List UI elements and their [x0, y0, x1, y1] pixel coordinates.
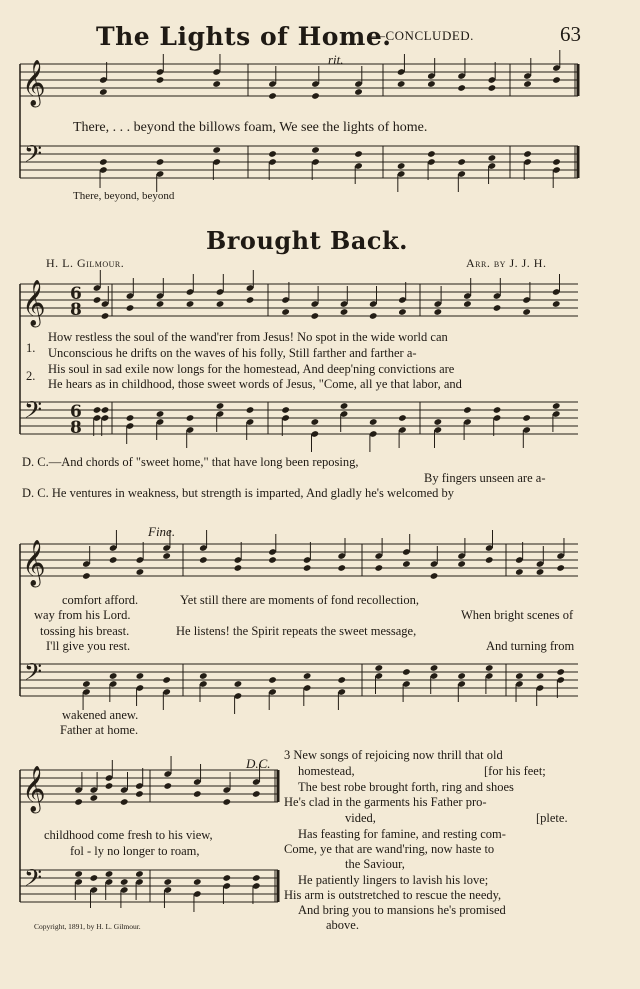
note-head: [430, 664, 439, 672]
verse-line: He hears as in childhood, those sweet words of Jesus, "Come, all ye that labor, and: [48, 377, 462, 391]
verse-number-1: 1.: [26, 341, 36, 355]
note-head: [120, 878, 129, 886]
note-head: [105, 782, 114, 790]
treble-clef-icon: 𝄞: [22, 540, 46, 586]
note-head: [136, 672, 145, 680]
dc-line-2: D. C. He ventures in weakness, but strength is imparted, And gladly he's welcomed by: [22, 486, 455, 500]
note-head: [463, 300, 472, 308]
note-head: [463, 406, 472, 414]
note-head: [156, 410, 165, 418]
system2-lyric: He listens! the Spirit repeats the sweet message,: [176, 624, 417, 638]
note-head: [311, 92, 320, 100]
note-head: [523, 150, 532, 158]
note-head: [402, 668, 411, 676]
verse3-line: Has feasting for famine, and resting com-: [298, 827, 506, 841]
note-head: [485, 664, 494, 672]
note-head: [268, 92, 277, 100]
treble-clef-icon: 𝄞: [22, 766, 46, 812]
note-head: [216, 402, 225, 410]
note-head: [163, 878, 172, 886]
hymn2-arranger: Arr. by J. J. H.: [466, 256, 547, 270]
system2-lyric: way from his Lord.: [34, 608, 131, 622]
bass-clef-icon: 𝄢: [24, 396, 43, 429]
note-head: [457, 84, 466, 92]
verse3-line: Come, ye that are wand'ring, now haste to: [284, 842, 495, 856]
note-head: [101, 406, 110, 414]
verse3-line: He patiently lingers to lavish his love;: [298, 873, 489, 887]
note-head: [310, 418, 319, 426]
treble-clef-icon: 𝄞: [22, 60, 46, 106]
note-head: [522, 414, 531, 422]
note-head: [310, 312, 319, 320]
system3-lyric: fol - ly no longer to roam,: [70, 844, 200, 858]
note-head: [398, 308, 407, 316]
note-head: [268, 676, 277, 684]
bass-clef-icon: 𝄢: [24, 140, 43, 173]
note-head: [199, 556, 208, 564]
note-head: [427, 150, 436, 158]
verse3-line: And bring you to mansions he's promised: [298, 903, 506, 917]
hymn2-title: Brought Back.: [206, 226, 408, 255]
dc-mark: D.C.: [246, 756, 271, 771]
system2-lyric: Father at home.: [60, 723, 139, 737]
note-head: [337, 676, 346, 684]
note-head: [252, 874, 261, 882]
note-head: [337, 564, 346, 572]
verse3-line: [plete.: [536, 811, 568, 825]
verse3-line: He's clad in the garments his Father pro-: [284, 795, 487, 809]
dc-line-1: D. C.—And chords of "sweet home," that have long been reposing,: [22, 455, 359, 469]
note-head: [402, 560, 411, 568]
note-head: [135, 870, 144, 878]
note-head: [552, 158, 561, 166]
hymn2-author: H. L. Gilmour.: [46, 256, 125, 270]
note-head: [369, 312, 378, 320]
note-head: [311, 146, 320, 154]
note-head: [515, 672, 524, 680]
system2-lyric: tossing his breast.: [40, 624, 130, 638]
note-head: [89, 794, 98, 802]
note-head: [493, 304, 502, 312]
note-head: [552, 402, 561, 410]
verse-line: His soul in sad exile now longs for the homestead, And deep'ning convictions are: [48, 362, 455, 376]
note-head: [199, 672, 208, 680]
note-head: [136, 568, 145, 576]
note-head: [74, 870, 83, 878]
note-head: [488, 84, 497, 92]
note-head: [398, 414, 407, 422]
hymn1-title: The Lights of Home.: [96, 22, 392, 51]
note-head: [156, 300, 165, 308]
verse3-line: 3 New songs of rejoicing now thrill that old: [284, 748, 503, 762]
note-head: [457, 672, 466, 680]
note-head: [82, 572, 91, 580]
system2-lyric: comfort afford.: [62, 593, 139, 607]
verse3-line: The best robe brought forth, ring and shoes: [298, 780, 514, 794]
system2-lyric: I'll give you rest.: [46, 639, 131, 653]
system3-lyric: childhood come fresh to his view,: [44, 828, 213, 842]
note-head: [89, 874, 98, 882]
note-head: [515, 568, 524, 576]
note-head: [303, 564, 312, 572]
note-head: [457, 158, 466, 166]
verse3-line: the Saviour,: [345, 857, 405, 871]
page-number: 63: [560, 22, 581, 46]
hymn1-subtitle: —CONCLUDED.: [372, 28, 474, 43]
note-head: [303, 672, 312, 680]
note-head: [101, 312, 110, 320]
verse-number-2: 2.: [26, 369, 36, 383]
note-head: [552, 300, 561, 308]
note-head: [222, 874, 231, 882]
note-head: [354, 88, 363, 96]
note-head: [126, 414, 135, 422]
note-head: [523, 80, 532, 88]
copyright-notice: Copyright, 1891, by H. L. Gilmour.: [34, 922, 141, 931]
note-head: [109, 556, 118, 564]
note-head: [135, 790, 144, 798]
note-head: [281, 406, 290, 414]
note-head: [552, 76, 561, 84]
note-head: [193, 878, 202, 886]
time-signature-digit: 8: [70, 418, 82, 438]
note-head: [397, 80, 406, 88]
note-head: [82, 680, 91, 688]
bass-clef-icon: 𝄢: [24, 864, 43, 897]
note-head: [369, 418, 378, 426]
verse3-line: homestead,: [298, 764, 355, 778]
note-head: [488, 154, 497, 162]
note-head: [556, 564, 565, 572]
note-head: [186, 414, 195, 422]
dc-line-1-end: By fingers unseen are a-: [424, 471, 546, 485]
time-signature-digit: 8: [70, 300, 82, 320]
system2-lyric: And turning from: [486, 639, 575, 653]
note-head: [156, 158, 165, 166]
note-head: [252, 790, 261, 798]
note-head: [268, 150, 277, 158]
note-head: [212, 146, 221, 154]
fine-mark: Fine.: [148, 524, 176, 539]
note-head: [556, 668, 565, 676]
verse-line: How restless the soul of the wand'rer from Jesus! No spot in the wide world can: [48, 330, 448, 344]
note-head: [374, 664, 383, 672]
note-head: [281, 308, 290, 316]
note-head: [522, 308, 531, 316]
note-head: [93, 406, 102, 414]
note-head: [222, 798, 231, 806]
note-head: [493, 406, 502, 414]
note-head: [163, 782, 172, 790]
note-head: [485, 556, 494, 564]
note-head: [186, 300, 195, 308]
note-head: [433, 308, 442, 316]
note-head: [268, 556, 277, 564]
verse3-line: His arm is outstretched to rescue the needy,: [284, 888, 502, 902]
verse-line: Unconscious he drifts on the waves of his folly, Still farther and farther a-: [48, 346, 417, 360]
note-head: [397, 162, 406, 170]
note-head: [354, 150, 363, 158]
note-head: [156, 76, 165, 84]
note-head: [234, 564, 243, 572]
note-head: [162, 676, 171, 684]
note-head: [430, 572, 439, 580]
note-head: [99, 88, 108, 96]
hymn1-bass-lyrics: There, beyond, beyond: [73, 190, 175, 202]
note-head: [374, 564, 383, 572]
note-head: [74, 798, 83, 806]
note-head: [536, 568, 545, 576]
note-head: [99, 158, 108, 166]
note-head: [246, 296, 255, 304]
note-head: [212, 80, 221, 88]
note-head: [457, 560, 466, 568]
note-head: [105, 870, 114, 878]
note-head: [234, 680, 243, 688]
verse3-line: above.: [326, 918, 359, 932]
note-head: [193, 790, 202, 798]
note-head: [120, 798, 129, 806]
bass-clef-icon: 𝄢: [24, 658, 43, 691]
note-head: [340, 308, 349, 316]
note-head: [109, 672, 118, 680]
note-head: [93, 296, 102, 304]
note-head: [216, 300, 225, 308]
verse3-line: vided,: [345, 811, 376, 825]
system2-lyric: When bright scenes of: [461, 608, 574, 622]
note-head: [427, 80, 436, 88]
treble-clef-icon: 𝄞: [22, 280, 46, 326]
note-head: [536, 672, 545, 680]
note-head: [433, 418, 442, 426]
verse3-line: [for his feet;: [484, 764, 546, 778]
rit-mark: rit.: [328, 52, 344, 67]
note-head: [162, 552, 171, 560]
time-signature-digit: 6: [70, 284, 82, 304]
hymn1-lyrics: There, . . . beyond the billows foam, We see the lights of home.: [73, 120, 428, 135]
system2-lyric: wakened anew.: [62, 708, 139, 722]
note-head: [340, 402, 349, 410]
note-head: [246, 406, 255, 414]
system2-lyric: Yet still there are moments of fond recollection,: [180, 593, 419, 607]
time-signature-digit: 6: [70, 402, 82, 422]
note-head: [126, 304, 135, 312]
